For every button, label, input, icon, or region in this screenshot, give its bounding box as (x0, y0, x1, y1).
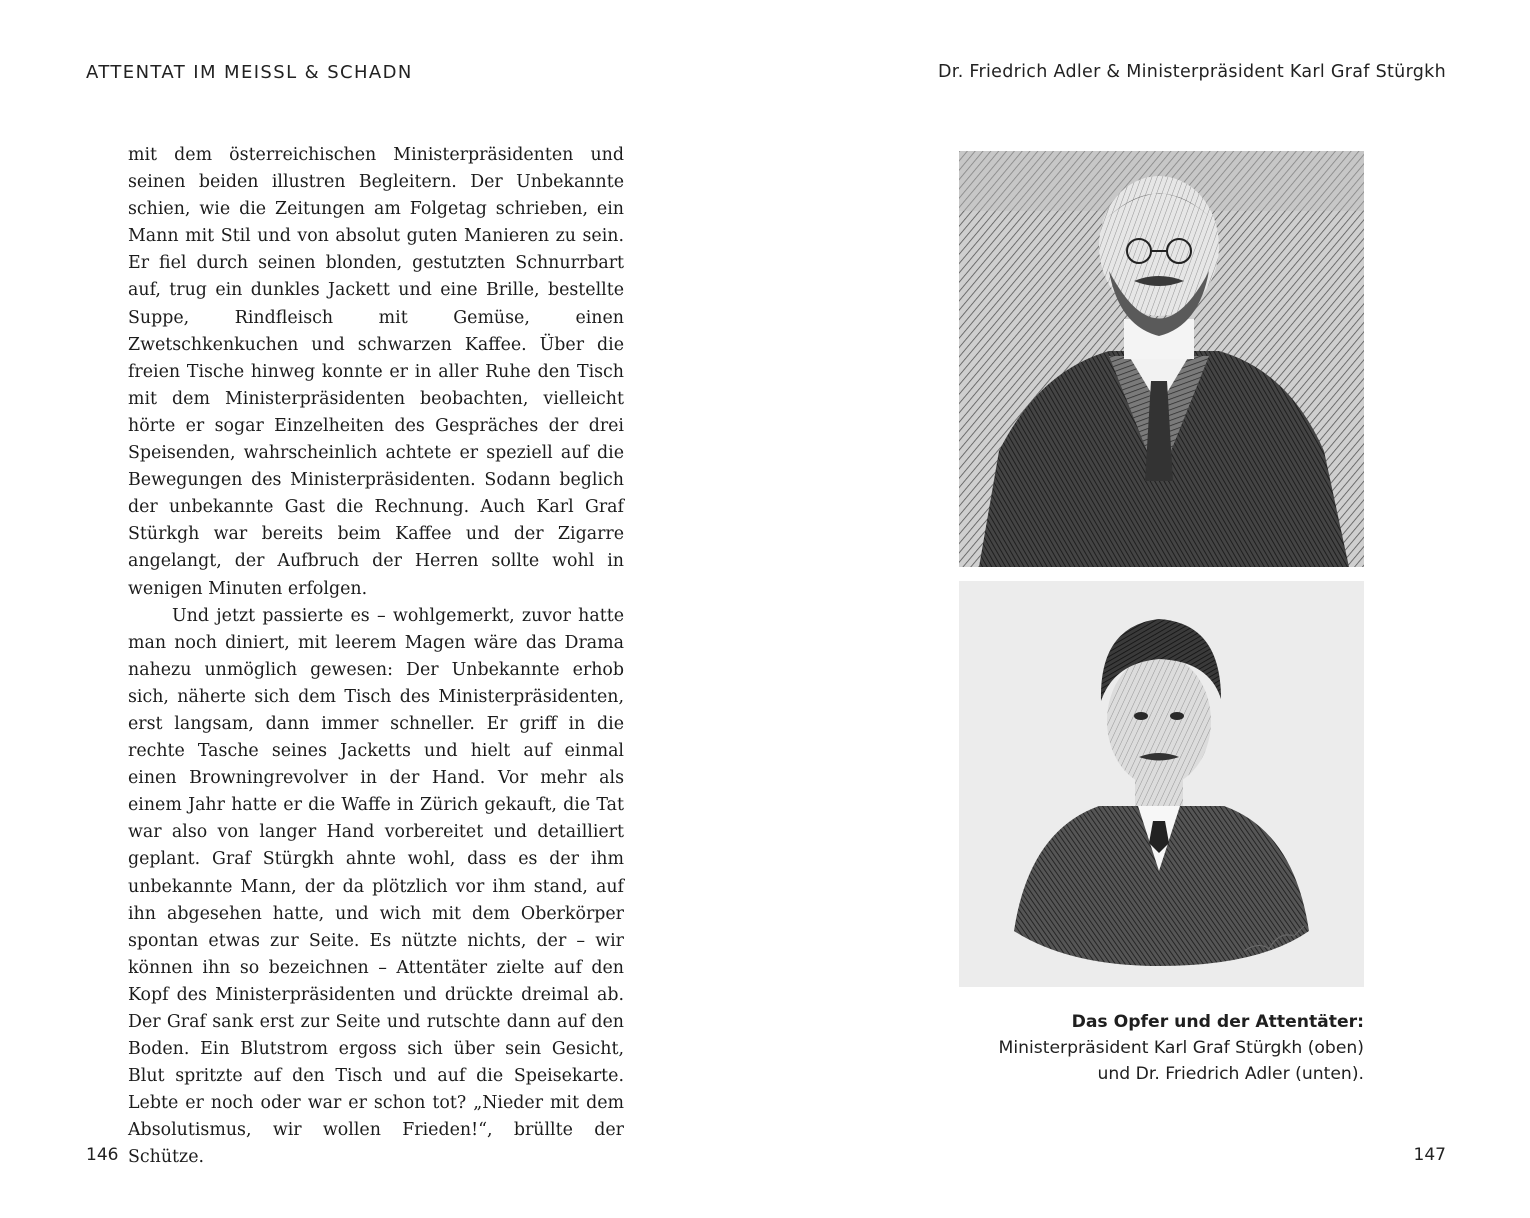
engraving-portrait-older-man-icon (959, 151, 1364, 567)
paragraph-1: mit dem österreichischen Ministerpräsidenten und seinen beiden illustren Begleitern. Der Unbekannte schien, wie die Zeitungen am Folgetag schrieben, ein Mann mit Stil und von absolut guten Manieren zu sein. Er fiel durch seinen blonden, gestutzten Schnurrbart auf, trug ein dunkles Jackett und eine Brille, bestellte Suppe, Rindfleisch mit Gemüse, einen Zwetschkenkuchen und schwarzen Kaffee. Über die freien Tische hinweg konnte er in aller Ruhe den Tisch mit dem Ministerpräsidenten beobachten, vielleicht hörte er sogar Einzelheiten des Gespräches der drei Speisenden, wahrscheinlich achtete er speziell auf die Bewegungen des Ministerpräsidenten. Sodann beglich der unbekannte Gast die Rechnung. Auch Karl Graf Stürkgh war bereits beim Kaffee und der Zigarre angelangt, der Aufbruch der Herren sollte wohl in wenigen Minuten erfolgen. (128, 145, 624, 599)
caption-title: Das Opfer und der Attentäter: (1071, 1012, 1364, 1032)
running-head-left: ATTENTAT IM MEISSL & SCHADN (86, 62, 413, 83)
right-page (765, 0, 1530, 1218)
figure-caption (944, 1009, 1364, 1087)
caption-line-1: Ministerpräsident Karl Graf Stürgkh (oben) (998, 1038, 1364, 1058)
engraving-portrait-young-man-icon (959, 581, 1364, 987)
portrait-stuergkh-image (959, 151, 1364, 567)
page-number-left: 146 (86, 1145, 119, 1165)
paragraph-2: Und jetzt passierte es – wohlgemerkt, zuvor hatte man noch diniert, mit leerem Magen wäre das Drama nahezu unmöglich gewesen: Der Unbekannte erhob sich, näherte sich dem Tisch des Ministerpräsidenten, erst langsam, dann immer schneller. Er griff in die rechte Tasche seines Jacketts und hielt auf einmal einen Browningrevolver in der Hand. Vor mehr als einem Jahr hatte er die Waffe in Zürich gekauft, die Tat war also von langer Hand vorbereitet und detailliert geplant. Graf Stürgkh ahnte wohl, dass es der ihm unbekannte Mann, der da plötzlich vor ihm stand, auf ihn abgesehen hatte, und wich mit dem Oberkörper spontan etwas zur Seite. Es nützte nichts, der – wir können ihn so bezeichnen – Attentäter zielte auf den Kopf des Ministerpräsidenten und drückte dreimal ab. Der Graf sank erst zur Seite und rutschte dann auf den Boden. Ein Blutstrom ergoss sich über sein Gesicht, Blut spritzte auf den Tisch und auf die Speisekarte. Lebte er noch oder war er schon tot? „Nieder mit dem Absolutismus, wir wollen Frieden!“, brüllte der Schütze. (128, 605, 624, 1168)
portrait-adler-image (959, 581, 1364, 987)
page-number-right: 147 (1413, 1145, 1446, 1165)
body-text (128, 142, 624, 1172)
running-head-right: Dr. Friedrich Adler & Ministerpräsident Karl Graf Stürgkh (938, 62, 1446, 82)
caption-line-2: und Dr. Friedrich Adler (unten). (1097, 1064, 1364, 1084)
